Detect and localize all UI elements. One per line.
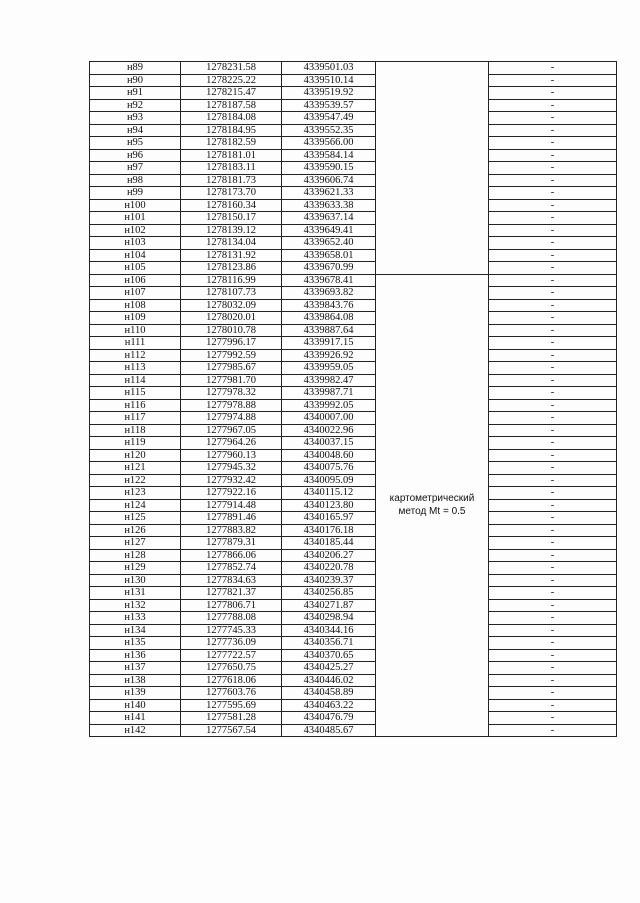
y-coordinate-cell: 4339539.57: [282, 99, 376, 112]
error-cell: -: [489, 187, 617, 200]
point-cell: н122: [90, 474, 181, 487]
error-cell: -: [489, 524, 617, 537]
y-coordinate-cell: 4340007.00: [282, 412, 376, 425]
y-coordinate-cell: 4339584.14: [282, 149, 376, 162]
point-cell: н124: [90, 499, 181, 512]
error-cell: -: [489, 99, 617, 112]
x-coordinate-cell: 1277650.75: [181, 662, 282, 675]
point-cell: н135: [90, 637, 181, 650]
table-row: [90, 412, 617, 425]
point-cell: н105: [90, 262, 181, 275]
point-cell: н104: [90, 249, 181, 262]
error-cell: -: [489, 387, 617, 400]
table-row: [90, 174, 617, 187]
x-coordinate-cell: 1278150.17: [181, 212, 282, 225]
x-coordinate-cell: 1277745.33: [181, 624, 282, 637]
y-coordinate-cell: 4339633.38: [282, 199, 376, 212]
point-cell: н96: [90, 149, 181, 162]
point-cell: н98: [90, 174, 181, 187]
point-cell: н111: [90, 337, 181, 350]
error-cell: -: [489, 349, 617, 362]
x-coordinate-cell: 1277581.28: [181, 712, 282, 725]
error-cell: -: [489, 224, 617, 237]
table-row: [90, 399, 617, 412]
error-cell: -: [489, 649, 617, 662]
table-row: [90, 249, 617, 262]
point-cell: н132: [90, 599, 181, 612]
point-cell: н139: [90, 687, 181, 700]
point-cell: н95: [90, 137, 181, 150]
x-coordinate-cell: 1277974.88: [181, 412, 282, 425]
y-coordinate-cell: 4340370.65: [282, 649, 376, 662]
x-coordinate-cell: 1277945.32: [181, 462, 282, 475]
table-row: [90, 112, 617, 125]
point-cell: н128: [90, 549, 181, 562]
error-cell: -: [489, 374, 617, 387]
table-row: [90, 137, 617, 150]
table-row: [90, 649, 617, 662]
y-coordinate-cell: 4340075.76: [282, 462, 376, 475]
table-row: [90, 474, 617, 487]
point-cell: н93: [90, 112, 181, 125]
x-coordinate-cell: 1277852.74: [181, 562, 282, 575]
point-cell: н120: [90, 449, 181, 462]
x-coordinate-cell: 1278139.12: [181, 224, 282, 237]
x-coordinate-cell: 1277806.71: [181, 599, 282, 612]
method-cell-top: [376, 62, 489, 275]
x-coordinate-cell: 1278107.73: [181, 287, 282, 300]
error-cell: -: [489, 199, 617, 212]
y-coordinate-cell: 4340095.09: [282, 474, 376, 487]
point-cell: н112: [90, 349, 181, 362]
y-coordinate-cell: 4339649.41: [282, 224, 376, 237]
y-coordinate-cell: 4339510.14: [282, 74, 376, 87]
error-cell: -: [489, 474, 617, 487]
error-cell: -: [489, 312, 617, 325]
y-coordinate-cell: 4340256.85: [282, 587, 376, 600]
x-coordinate-cell: 1278231.58: [181, 62, 282, 75]
table-row: [90, 524, 617, 537]
error-cell: -: [489, 537, 617, 550]
point-cell: н123: [90, 487, 181, 500]
table-row: [90, 149, 617, 162]
error-cell: -: [489, 699, 617, 712]
x-coordinate-cell: 1278184.95: [181, 124, 282, 137]
table-row: [90, 299, 617, 312]
error-cell: -: [489, 237, 617, 250]
point-cell: н114: [90, 374, 181, 387]
table-row: [90, 512, 617, 525]
table-row: [90, 362, 617, 375]
point-cell: н90: [90, 74, 181, 87]
table-row: [90, 587, 617, 600]
point-cell: н133: [90, 612, 181, 625]
y-coordinate-cell: 4339670.99: [282, 262, 376, 275]
table-row: [90, 724, 617, 737]
y-coordinate-cell: 4339678.41: [282, 274, 376, 287]
table-row: [90, 337, 617, 350]
y-coordinate-cell: 4340115.12: [282, 487, 376, 500]
table-row: [90, 662, 617, 675]
y-coordinate-cell: 4340476.79: [282, 712, 376, 725]
table-row: [90, 674, 617, 687]
table-row: [90, 262, 617, 275]
x-coordinate-cell: 1277981.70: [181, 374, 282, 387]
table-row: [90, 424, 617, 437]
y-coordinate-cell: 4340165.97: [282, 512, 376, 525]
x-coordinate-cell: 1278225.22: [181, 74, 282, 87]
y-coordinate-cell: 4339959.05: [282, 362, 376, 375]
point-cell: н129: [90, 562, 181, 575]
error-cell: -: [489, 324, 617, 337]
x-coordinate-cell: 1277567.54: [181, 724, 282, 737]
y-coordinate-cell: 4340048.60: [282, 449, 376, 462]
point-cell: н126: [90, 524, 181, 537]
table-row: [90, 124, 617, 137]
point-cell: н100: [90, 199, 181, 212]
y-coordinate-cell: 4340298.94: [282, 612, 376, 625]
x-coordinate-cell: 1278032.09: [181, 299, 282, 312]
table-row: [90, 687, 617, 700]
x-coordinate-cell: 1277834.63: [181, 574, 282, 587]
y-coordinate-cell: 4340220.78: [282, 562, 376, 575]
table-row: [90, 462, 617, 475]
point-cell: н102: [90, 224, 181, 237]
x-coordinate-cell: 1278160.34: [181, 199, 282, 212]
coordinates-table-body: [90, 62, 617, 737]
y-coordinate-cell: 4339843.76: [282, 299, 376, 312]
side-watermark: [4, 40, 14, 880]
error-cell: -: [489, 74, 617, 87]
error-cell: -: [489, 162, 617, 175]
point-cell: н107: [90, 287, 181, 300]
point-cell: н101: [90, 212, 181, 225]
point-cell: н130: [90, 574, 181, 587]
y-coordinate-cell: 4340344.16: [282, 624, 376, 637]
error-cell: -: [489, 637, 617, 650]
table-row: [90, 187, 617, 200]
x-coordinate-cell: 1278173.70: [181, 187, 282, 200]
error-cell: -: [489, 712, 617, 725]
y-coordinate-cell: 4339547.49: [282, 112, 376, 125]
error-cell: -: [489, 399, 617, 412]
point-cell: н92: [90, 99, 181, 112]
error-cell: -: [489, 212, 617, 225]
table-row: [90, 374, 617, 387]
x-coordinate-cell: 1277595.69: [181, 699, 282, 712]
x-coordinate-cell: 1277996.17: [181, 337, 282, 350]
point-cell: н91: [90, 87, 181, 100]
table-row: [90, 212, 617, 225]
error-cell: -: [489, 262, 617, 275]
error-cell: -: [489, 87, 617, 100]
point-cell: н136: [90, 649, 181, 662]
x-coordinate-cell: 1277922.16: [181, 487, 282, 500]
table-row: [90, 449, 617, 462]
x-coordinate-cell: 1278010.78: [181, 324, 282, 337]
table-row: [90, 624, 617, 637]
y-coordinate-cell: 4340206.27: [282, 549, 376, 562]
y-coordinate-cell: 4339926.92: [282, 349, 376, 362]
table-row: [90, 237, 617, 250]
point-cell: н140: [90, 699, 181, 712]
y-coordinate-cell: 4339864.08: [282, 312, 376, 325]
y-coordinate-cell: 4340123.80: [282, 499, 376, 512]
point-cell: н131: [90, 587, 181, 600]
y-coordinate-cell: 4340176.18: [282, 524, 376, 537]
y-coordinate-cell: 4340239.37: [282, 574, 376, 587]
error-cell: -: [489, 499, 617, 512]
x-coordinate-cell: 1277722.57: [181, 649, 282, 662]
table-row: [90, 199, 617, 212]
x-coordinate-cell: 1277879.31: [181, 537, 282, 550]
table-row: [90, 324, 617, 337]
point-cell: н137: [90, 662, 181, 675]
y-coordinate-cell: 4340446.02: [282, 674, 376, 687]
error-cell: -: [489, 687, 617, 700]
table-row: [90, 312, 617, 325]
y-coordinate-cell: 4340022.96: [282, 424, 376, 437]
table-row: [90, 699, 617, 712]
y-coordinate-cell: 4340037.15: [282, 437, 376, 450]
y-coordinate-cell: 4339637.14: [282, 212, 376, 225]
error-cell: -: [489, 424, 617, 437]
error-cell: -: [489, 599, 617, 612]
error-cell: -: [489, 137, 617, 150]
table-row: [90, 712, 617, 725]
error-cell: -: [489, 299, 617, 312]
point-cell: н141: [90, 712, 181, 725]
error-cell: -: [489, 287, 617, 300]
y-coordinate-cell: 4339658.01: [282, 249, 376, 262]
error-cell: -: [489, 112, 617, 125]
table-row: [90, 637, 617, 650]
point-cell: н115: [90, 387, 181, 400]
x-coordinate-cell: 1277992.59: [181, 349, 282, 362]
point-cell: н118: [90, 424, 181, 437]
table-row: [90, 574, 617, 587]
point-cell: н94: [90, 124, 181, 137]
table-row: [90, 437, 617, 450]
x-coordinate-cell: 1277960.13: [181, 449, 282, 462]
error-cell: -: [489, 124, 617, 137]
table-row: [90, 99, 617, 112]
x-coordinate-cell: 1278182.59: [181, 137, 282, 150]
y-coordinate-cell: 4340271.87: [282, 599, 376, 612]
y-coordinate-cell: 4340458.89: [282, 687, 376, 700]
x-coordinate-cell: 1277883.82: [181, 524, 282, 537]
x-coordinate-cell: 1277821.37: [181, 587, 282, 600]
table-row: [90, 599, 617, 612]
x-coordinate-cell: 1278187.58: [181, 99, 282, 112]
table-row: [90, 612, 617, 625]
y-coordinate-cell: 4339992.05: [282, 399, 376, 412]
point-cell: н127: [90, 537, 181, 550]
error-cell: -: [489, 487, 617, 500]
x-coordinate-cell: 1277603.76: [181, 687, 282, 700]
table-row: [90, 549, 617, 562]
x-coordinate-cell: 1278020.01: [181, 312, 282, 325]
x-coordinate-cell: 1278215.47: [181, 87, 282, 100]
error-cell: -: [489, 674, 617, 687]
table-row: [90, 349, 617, 362]
error-cell: -: [489, 412, 617, 425]
error-cell: -: [489, 549, 617, 562]
table-row: [90, 87, 617, 100]
x-coordinate-cell: 1277932.42: [181, 474, 282, 487]
error-cell: -: [489, 449, 617, 462]
table-row: [90, 62, 617, 75]
y-coordinate-cell: 4339917.15: [282, 337, 376, 350]
point-cell: н108: [90, 299, 181, 312]
x-coordinate-cell: 1277985.67: [181, 362, 282, 375]
point-cell: н119: [90, 437, 181, 450]
table-row: [90, 387, 617, 400]
table-row: [90, 562, 617, 575]
x-coordinate-cell: 1278123.86: [181, 262, 282, 275]
y-coordinate-cell: 4340485.67: [282, 724, 376, 737]
error-cell: -: [489, 612, 617, 625]
point-cell: н97: [90, 162, 181, 175]
point-cell: н89: [90, 62, 181, 75]
point-cell: н109: [90, 312, 181, 325]
x-coordinate-cell: 1278184.08: [181, 112, 282, 125]
x-coordinate-cell: 1277964.26: [181, 437, 282, 450]
error-cell: -: [489, 574, 617, 587]
y-coordinate-cell: 4340463.22: [282, 699, 376, 712]
error-cell: -: [489, 662, 617, 675]
error-cell: -: [489, 249, 617, 262]
x-coordinate-cell: 1278131.92: [181, 249, 282, 262]
x-coordinate-cell: 1277967.05: [181, 424, 282, 437]
table-row: [90, 274, 617, 287]
point-cell: н125: [90, 512, 181, 525]
error-cell: -: [489, 337, 617, 350]
point-cell: н110: [90, 324, 181, 337]
method-cell: картометрический метод Mt = 0.5: [376, 274, 489, 737]
y-coordinate-cell: 4339693.82: [282, 287, 376, 300]
x-coordinate-cell: 1278134.04: [181, 237, 282, 250]
y-coordinate-cell: 4339519.92: [282, 87, 376, 100]
error-cell: -: [489, 149, 617, 162]
x-coordinate-cell: 1277978.88: [181, 399, 282, 412]
error-cell: -: [489, 362, 617, 375]
table-row: [90, 499, 617, 512]
point-cell: н138: [90, 674, 181, 687]
table-row: [90, 162, 617, 175]
y-coordinate-cell: 4339590.15: [282, 162, 376, 175]
error-cell: -: [489, 562, 617, 575]
x-coordinate-cell: 1278181.01: [181, 149, 282, 162]
table-row: [90, 74, 617, 87]
x-coordinate-cell: 1277914.48: [181, 499, 282, 512]
table-row: [90, 487, 617, 500]
x-coordinate-cell: 1277891.46: [181, 512, 282, 525]
point-cell: н117: [90, 412, 181, 425]
x-coordinate-cell: 1277788.08: [181, 612, 282, 625]
coordinates-table: [89, 61, 617, 737]
x-coordinate-cell: 1278181.73: [181, 174, 282, 187]
point-cell: н106: [90, 274, 181, 287]
point-cell: н116: [90, 399, 181, 412]
y-coordinate-cell: 4340185.44: [282, 537, 376, 550]
x-coordinate-cell: 1277866.06: [181, 549, 282, 562]
x-coordinate-cell: 1277736.09: [181, 637, 282, 650]
y-coordinate-cell: 4340425.27: [282, 662, 376, 675]
error-cell: -: [489, 274, 617, 287]
table-row: [90, 287, 617, 300]
point-cell: н99: [90, 187, 181, 200]
error-cell: -: [489, 587, 617, 600]
y-coordinate-cell: 4339982.47: [282, 374, 376, 387]
table-row: [90, 537, 617, 550]
y-coordinate-cell: 4339652.40: [282, 237, 376, 250]
point-cell: н142: [90, 724, 181, 737]
point-cell: н103: [90, 237, 181, 250]
y-coordinate-cell: 4339566.00: [282, 137, 376, 150]
error-cell: -: [489, 437, 617, 450]
point-cell: н134: [90, 624, 181, 637]
y-coordinate-cell: 4339552.35: [282, 124, 376, 137]
error-cell: -: [489, 174, 617, 187]
y-coordinate-cell: 4339987.71: [282, 387, 376, 400]
x-coordinate-cell: 1277618.06: [181, 674, 282, 687]
x-coordinate-cell: 1277978.32: [181, 387, 282, 400]
y-coordinate-cell: 4339501.03: [282, 62, 376, 75]
error-cell: -: [489, 512, 617, 525]
error-cell: -: [489, 724, 617, 737]
x-coordinate-cell: 1278116.99: [181, 274, 282, 287]
table-row: [90, 224, 617, 237]
y-coordinate-cell: 4339621.33: [282, 187, 376, 200]
y-coordinate-cell: 4340356.71: [282, 637, 376, 650]
point-cell: н113: [90, 362, 181, 375]
error-cell: -: [489, 462, 617, 475]
error-cell: -: [489, 624, 617, 637]
x-coordinate-cell: 1278183.11: [181, 162, 282, 175]
error-cell: -: [489, 62, 617, 75]
point-cell: н121: [90, 462, 181, 475]
y-coordinate-cell: 4339606.74: [282, 174, 376, 187]
y-coordinate-cell: 4339887.64: [282, 324, 376, 337]
